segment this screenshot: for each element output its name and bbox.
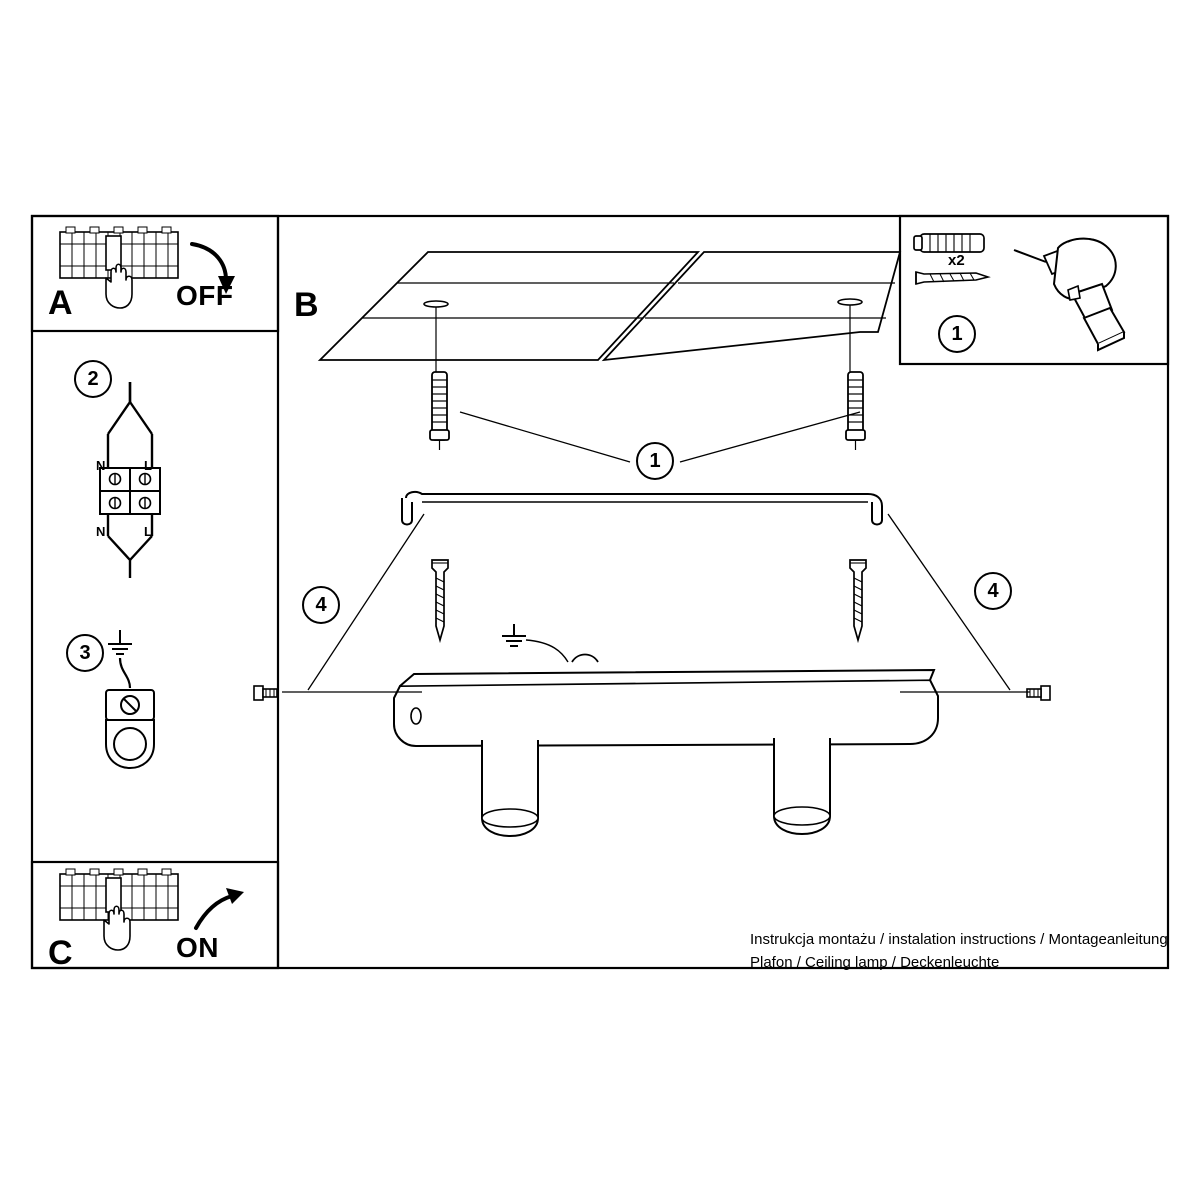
terminal-label-l-top: L (144, 458, 152, 473)
panel-a-letter: A (48, 284, 73, 322)
mounting-screw-right-icon (842, 556, 874, 646)
step-4-badge-right: 4 (974, 572, 1012, 610)
ceiling-surface-icon (300, 222, 920, 382)
footer-line-1: Instrukcja montażu / instalation instructions / Montageanleitung (750, 931, 1168, 948)
terminal-label-l-bottom: L (144, 524, 152, 539)
screw-icon (916, 272, 988, 284)
terminal-block-on-icon (46, 866, 278, 966)
terminal-block-off-icon (46, 222, 278, 327)
power-drill-icon (1010, 228, 1150, 358)
step-1-badge-ceiling: 1 (636, 442, 674, 480)
terminal-label-n-bottom: N (96, 524, 106, 539)
set-screw-left-icon (252, 682, 282, 706)
step-1-leader-lines (300, 380, 920, 490)
panel-b-letter: B (294, 286, 319, 324)
panel-a (46, 222, 278, 327)
footer-captions (750, 928, 1168, 975)
step-1-badge-tools: 1 (938, 315, 976, 353)
panel-c (46, 866, 278, 966)
quantity-label: x2 (948, 252, 965, 269)
panel-a-state-label: OFF (176, 280, 234, 311)
step-4-badge-left: 4 (302, 586, 340, 624)
panel-c-state-label: ON (176, 932, 219, 963)
step-3-badge: 3 (66, 634, 104, 672)
step-3-earth-icon (96, 626, 186, 786)
panel-c-letter: C (48, 934, 73, 972)
footer-line-2: Plafon / Ceiling lamp / Deckenleuchte (750, 954, 1000, 972)
step-2-badge: 2 (74, 360, 112, 398)
wall-plug-icon (914, 234, 984, 252)
mounting-bracket-icon (398, 488, 898, 534)
terminal-label-n-top: N (96, 458, 106, 473)
ceiling-lamp-body-icon (386, 640, 946, 840)
step-2-wiring-icon (78, 382, 198, 582)
step-4-right-leaders (880, 500, 1060, 700)
